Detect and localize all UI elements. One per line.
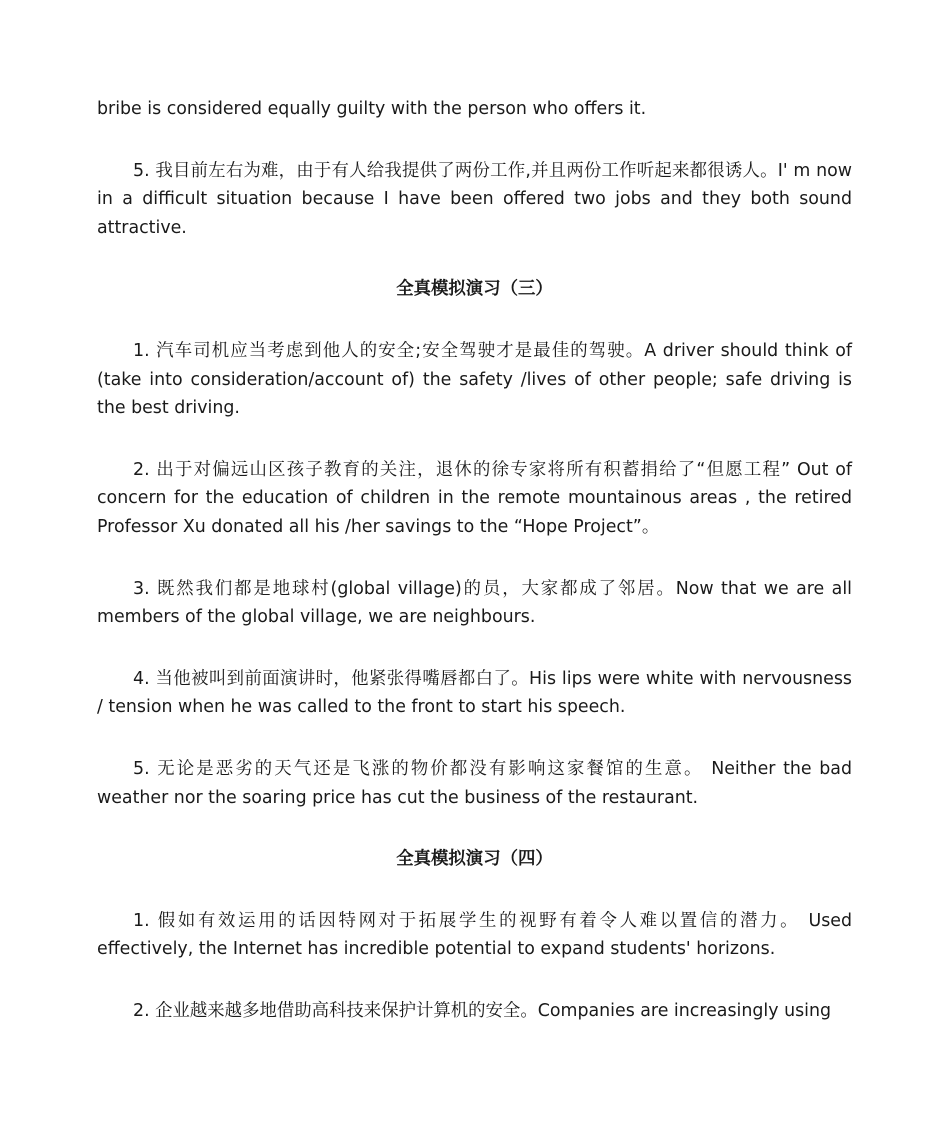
document-page (97, 95, 852, 1058)
paragraph-item-2: 2. 出于对偏远山区孩子教育的关注，退休的徐专家将所有积蓄捐给了“但愿工程” Out of concern for the education of children in the remote mountainous areas , the retired Professor Xu donated all his /her savings to the “Hope Project”。 (97, 459, 852, 537)
paragraph-item-4: 4. 当他被叫到前面演讲时，他紧张得嘴唇都白了。His lips were white with nervousness / tension when he was called to the front to start his speech. (97, 668, 852, 718)
section-heading-3: 全真模拟演习（三） (396, 279, 553, 300)
section-heading-4: 全真模拟演习（四） (396, 849, 553, 870)
paragraph-item-1: 1. 汽车司机应当考虑到他人的安全;安全驾驶才是最佳的驾驶。A driver should think of (take into consideration/account of) the safety /lives of other people; safe driving is the best driving. (97, 340, 852, 419)
paragraph-item-2: 2. 企业越来越多地借助高科技来保护计算机的安全。Companies are increasingly using (133, 1000, 832, 1021)
paragraph-item-3: 3. 既然我们都是地球村(global village)的员，大家都成了邻居。Now that we are all members of the global village, we are neighbours. (97, 578, 852, 628)
paragraph-item-5: 5. 我目前左右为难，由于有人给我提供了两份工作,并且两份工作听起来都很诱人。I' m now in a difficult situation because I have been offered two jobs and they both sound attractive. (97, 160, 852, 238)
paragraph-continuation: bribe is considered equally guilty with the person who offers it. (97, 99, 647, 119)
paragraph-item-5: 5. 无论是恶劣的天气还是飞涨的物价都没有影响这家餐馆的生意。 Neither the bad weather nor the soaring price has cut the business of the restaurant. (97, 758, 852, 808)
paragraph-item-1: 1. 假如有效运用的话因特网对于拓展学生的视野有着令人难以置信的潜力。 Used effectively, the Internet has incredible potential to expand students' horizons. (97, 910, 852, 960)
